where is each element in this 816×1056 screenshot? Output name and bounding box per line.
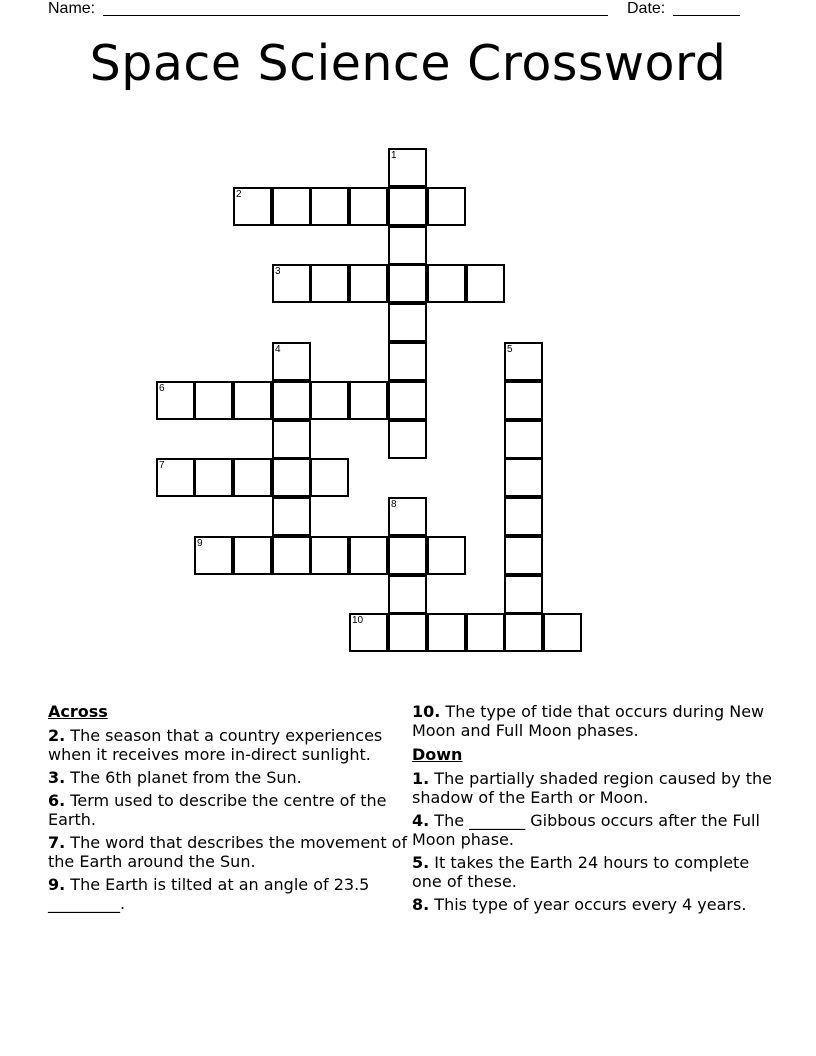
clue-across-2: [48, 726, 408, 764]
grid-cell[interactable]: [272, 381, 311, 420]
clue-text: The word that describes the movement of the Earth around the Sun.: [48, 833, 408, 871]
grid-cell[interactable]: [349, 613, 388, 652]
grid-cell[interactable]: [156, 381, 195, 420]
grid-cell[interactable]: [504, 420, 543, 459]
grid-cell[interactable]: [310, 536, 349, 575]
grid-cell[interactable]: [504, 342, 543, 381]
grid-cell[interactable]: [349, 381, 388, 420]
grid-cell[interactable]: [233, 187, 272, 226]
across-heading: Across: [48, 702, 108, 721]
clue-number: 10: [352, 615, 364, 626]
grid-cell[interactable]: [349, 187, 388, 226]
clue-across-3: [48, 768, 408, 787]
clue-down-4: [412, 811, 772, 849]
grid-cell[interactable]: [272, 536, 311, 575]
grid-cell[interactable]: [310, 264, 349, 303]
down-heading: Down: [412, 745, 463, 764]
clue-number: 1.: [412, 769, 430, 788]
grid-cell[interactable]: [388, 148, 427, 187]
clue-number: 7: [159, 460, 165, 471]
clue-text: The season that a country experiences when it receives more in-direct sunlight.: [48, 726, 383, 764]
clue-down-1: [412, 769, 772, 807]
grid-cell[interactable]: [233, 536, 272, 575]
grid-cell[interactable]: [504, 536, 543, 575]
date-label: Date:: [627, 0, 666, 17]
clue-number: 6: [159, 383, 165, 394]
grid-cell[interactable]: [504, 497, 543, 536]
clues-column-right: [412, 702, 772, 918]
clue-across-6: [48, 791, 408, 829]
clue-number: 8.: [412, 895, 430, 914]
clue-number: 3: [275, 266, 281, 277]
grid-cell[interactable]: [388, 497, 427, 536]
grid-cell[interactable]: [427, 536, 466, 575]
grid-cell[interactable]: [388, 226, 427, 265]
clue-text: The 6th planet from the Sun.: [65, 768, 302, 787]
grid-cell[interactable]: [466, 264, 505, 303]
grid-cell[interactable]: [310, 381, 349, 420]
clue-down-8: [412, 895, 772, 914]
clue-number: 5: [507, 344, 513, 355]
grid-cell[interactable]: [504, 575, 543, 614]
grid-cell[interactable]: [504, 458, 543, 497]
grid-cell[interactable]: [427, 264, 466, 303]
grid-cell[interactable]: [388, 264, 427, 303]
grid-cell[interactable]: [349, 536, 388, 575]
clue-text: The _______ Gibbous occurs after the Full Moon phase.: [412, 811, 760, 849]
clue-across-9: [48, 875, 408, 913]
grid-cell[interactable]: [427, 613, 466, 652]
clue-across-7: [48, 833, 408, 871]
page-title: Space Science Crossword: [89, 35, 727, 92]
clue-number: 7.: [48, 833, 66, 852]
grid-cell[interactable]: [310, 458, 349, 497]
clue-number: 5.: [412, 853, 430, 872]
grid-cell[interactable]: [194, 458, 233, 497]
grid-cell[interactable]: [388, 342, 427, 381]
clue-across-10: [412, 702, 772, 740]
grid-cell[interactable]: [272, 187, 311, 226]
grid-cell[interactable]: [194, 381, 233, 420]
clue-text: The Earth is tilted at an angle of 23.5 _________.: [48, 875, 370, 913]
grid-cell[interactable]: [388, 187, 427, 226]
clue-number: 2.: [48, 726, 66, 745]
clue-text: The type of tide that occurs during New Moon and Full Moon phases.: [412, 702, 765, 740]
grid-cell[interactable]: [504, 381, 543, 420]
grid-cell[interactable]: [272, 264, 311, 303]
grid-cell[interactable]: [388, 420, 427, 459]
clue-text: It takes the Earth 24 hours to complete one of these.: [412, 853, 750, 891]
grid-cell[interactable]: [388, 381, 427, 420]
clue-text: This type of year occurs every 4 years.: [429, 895, 747, 914]
clue-number: 3.: [48, 768, 66, 787]
clues-column-left: [48, 702, 408, 917]
grid-cell[interactable]: [272, 420, 311, 459]
grid-cell[interactable]: [466, 613, 505, 652]
grid-cell[interactable]: [388, 536, 427, 575]
grid-cell[interactable]: [156, 458, 195, 497]
grid-cell[interactable]: [272, 458, 311, 497]
grid-cell[interactable]: [310, 187, 349, 226]
clue-number: 2: [236, 189, 242, 200]
clue-text: The partially shaded region caused by the shadow of the Earth or Moon.: [412, 769, 772, 807]
grid-cell[interactable]: [233, 458, 272, 497]
grid-cell[interactable]: [349, 264, 388, 303]
grid-cell[interactable]: [543, 613, 582, 652]
grid-cell[interactable]: [388, 303, 427, 342]
clue-number: 10.: [412, 702, 441, 721]
grid-cell[interactable]: [233, 381, 272, 420]
clue-number: 9: [197, 538, 203, 549]
grid-cell[interactable]: [272, 497, 311, 536]
grid-cell[interactable]: [388, 575, 427, 614]
grid-cell[interactable]: [388, 613, 427, 652]
name-label: Name:: [48, 0, 96, 17]
grid-cell[interactable]: [272, 342, 311, 381]
clue-number: 4.: [412, 811, 430, 830]
grid-cell[interactable]: [427, 187, 466, 226]
grid-cell[interactable]: [194, 536, 233, 575]
clue-number: 4: [275, 344, 281, 355]
clue-number: 9.: [48, 875, 66, 894]
clue-number: 8: [391, 499, 397, 510]
clue-text: Term used to describe the centre of the Earth.: [48, 791, 387, 829]
clue-number: 1: [391, 150, 397, 161]
clue-number: 6.: [48, 791, 66, 810]
clue-down-5: [412, 853, 772, 891]
grid-cell[interactable]: [504, 613, 543, 652]
